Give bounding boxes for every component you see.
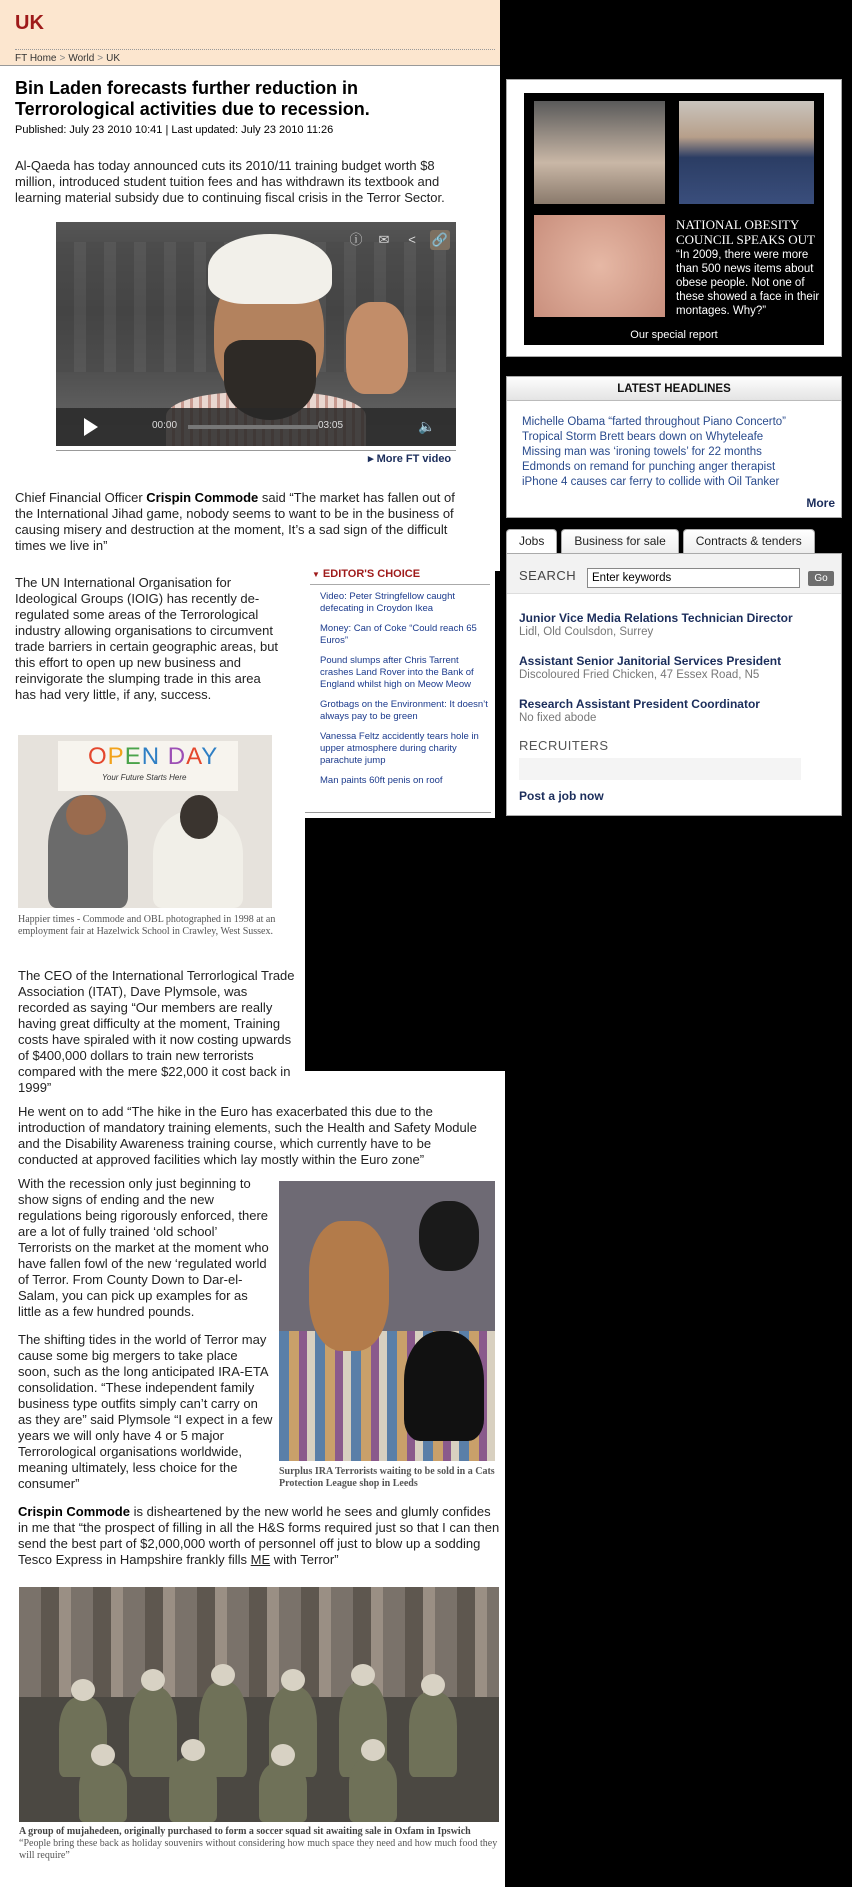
job-listing <box>519 611 839 639</box>
jobs-widget <box>506 526 842 816</box>
info-icon[interactable]: ⓘ <box>349 232 363 247</box>
photo-figure <box>404 1331 484 1441</box>
play-icon[interactable] <box>84 418 98 436</box>
photo-figure <box>259 1762 307 1822</box>
published-date: Published: July 23 2010 10:41 | Last updated: July 23 2010 11:26 <box>15 124 334 136</box>
headline-link[interactable]: iPhone 4 causes car ferry to collide with Oil Tanker <box>522 476 780 488</box>
text-span: is disheartened by the new world he sees and glumly confides in me that “the prospect of filling in all the H&S forms required just so that I can then send the best part of $2,000,000 worth of personnel off just to blow up a sodding Tesco Express in Hampshire frankly fills <box>18 1504 500 1567</box>
job-location: Discoloured Fried Chicken, 47 Essex Road, N5 <box>519 669 760 681</box>
photo-figure <box>79 1762 127 1822</box>
article-paragraph <box>15 490 470 554</box>
editors-choice <box>310 565 490 795</box>
editors-choice-link[interactable]: Video: Peter Stringfellow caught defecating in Croydon Ikea <box>320 591 456 614</box>
article-headline: Bin Laden forecasts further reduction in Terrorological activities due to recession. <box>15 78 370 119</box>
editors-choice-title <box>310 565 490 585</box>
headline-link[interactable]: Tropical Storm Brett bears down on Whyteleafe <box>522 431 764 443</box>
open-day-sign: OPEN DAY <box>88 743 219 770</box>
recruiters-heading: RECRUITERS <box>519 738 609 753</box>
article-paragraph: The UN International Organisation for Ideological Groups (IOIG) has recently de-regulated some areas of the Terrorological industry allowing organisations to circumvent trade barriers in certain geographic areas, but this effort to open up new business and reinvigorate the slumping trade in this area has had very little, if any, success. <box>15 575 279 702</box>
tab-business-for-sale[interactable]: Business for sale <box>561 529 678 553</box>
editors-choice-list <box>310 585 490 787</box>
section-title: UK <box>15 12 44 34</box>
headline-link[interactable]: Michelle Obama “farted throughout Piano Concerto” <box>522 416 787 428</box>
photo-figure <box>169 1757 217 1822</box>
link-icon[interactable]: 🔗 <box>430 230 450 250</box>
open-day-subtitle: Your Future Starts Here <box>102 773 187 782</box>
photo-caption: Surplus IRA Terrorists waiting to be sold in a Cats Protection League shop in Leeds <box>279 1466 495 1489</box>
time-elapsed: 00:00 <box>152 420 178 431</box>
email-icon[interactable]: ✉ <box>378 232 390 247</box>
arrow-right-icon: ▸ <box>368 453 374 465</box>
promo-heading: NATIONAL OBESITY COUNCIL SPEAKS OUT <box>676 217 815 247</box>
latest-headlines <box>506 376 842 518</box>
photo-teddy-bear <box>309 1221 389 1351</box>
breadcrumb-world[interactable]: World <box>68 53 95 64</box>
photo-figure <box>409 1692 457 1777</box>
video-controls <box>56 408 456 446</box>
keywords-input[interactable] <box>587 568 800 588</box>
post-job-link[interactable]: Post a job now <box>519 789 604 803</box>
breadcrumb <box>15 53 120 64</box>
text-span: Chief Financial Officer <box>15 490 143 505</box>
video-toolbar <box>346 230 450 250</box>
special-report-promo <box>506 79 842 357</box>
article-photo-charity-shop <box>279 1181 495 1461</box>
promo-text: “In 2009, there were more than 500 news items about obese people. Not one of these showed a face in their montages. Why?” <box>676 249 820 317</box>
photo-figure <box>129 1687 177 1777</box>
job-listing <box>519 697 839 725</box>
latest-headlines-list <box>522 415 786 490</box>
photo-figure <box>349 1757 397 1822</box>
editors-choice-link[interactable]: Vanessa Feltz accidently tears hole in upper atmosphere during charity parachute jump <box>320 731 479 766</box>
article-paragraph: With the recession only just beginning to show signs of ending and the new regulations being rigorously enforced, there are a lot of fully trained ‘old school’ Terrorists on the market at the moment who have fallen fowl of the new ‘regulated world of Terror. From County Down to Dar-el-Salam, you can pick up examples for as little as a few hundred pounds. <box>18 1176 269 1319</box>
photo-figure <box>66 795 106 835</box>
seek-bar[interactable] <box>188 425 318 429</box>
triangle-down-icon: ▼ <box>312 570 320 579</box>
section-header <box>0 0 500 66</box>
breadcrumb-uk[interactable]: UK <box>106 53 121 64</box>
video-frame-figure <box>346 302 408 394</box>
photo-caption: Happier times - Commode and OBL photographed in 1998 at an employment fair at Hazelwick School in Crawley, West Sussex. <box>18 914 276 937</box>
headline-link[interactable]: Edmonds on remand for punching anger therapist <box>522 461 776 473</box>
more-ft-video-label: More FT video <box>376 453 452 465</box>
video-player[interactable] <box>56 222 456 446</box>
video-frame-figure <box>208 234 332 304</box>
promo-photo <box>679 101 814 204</box>
share-icon[interactable]: < <box>408 232 416 247</box>
editors-choice-link[interactable]: Pound slumps after Chris Tarrent crashes Land Rover into the Bank of England whilst high on Meow Meow <box>320 655 474 690</box>
time-total: 03:05 <box>318 420 344 431</box>
job-listing <box>519 654 839 682</box>
volume-icon[interactable]: 🔈 <box>418 418 436 434</box>
editors-choice-link[interactable]: Grotbags on the Environment: It doesn’t always pay to be green <box>320 699 488 722</box>
recruiters-bar <box>519 758 801 780</box>
job-title-link[interactable]: Research Assistant President Coordinator <box>519 697 760 711</box>
article-paragraph <box>18 1504 500 1568</box>
text-span: said “The market has fallen out of the International Jihad game, nobody seems to want to be in the business of causing misery and destruction at the moment, It’s a sad sign of the difficult times we live in” <box>15 490 455 553</box>
person-name: Crispin Commode <box>18 1504 130 1519</box>
more-ft-video-link[interactable] <box>368 452 451 465</box>
caption-text: “People bring these back as holiday souvenirs without considering how much space they need and how much food they will require” <box>19 1838 498 1861</box>
latest-headlines-title: LATEST HEADLINES <box>507 377 841 401</box>
editors-choice-link[interactable]: Man paints 60ft penis on roof <box>320 775 443 786</box>
job-location: No fixed abode <box>519 712 597 724</box>
article-paragraph: The CEO of the International Terrorlogical Trade Association (ITAT), Dave Plymsole, was recorded as saying “Our members are really having great difficulty at the moment, Training costs have spiraled with it now costing upwards of $400,000 dollars to train new terrorists compared with the mere $22,000 it cost back in 1999” <box>18 968 295 1095</box>
person-name: Crispin Commode <box>146 490 259 505</box>
divider <box>56 450 456 451</box>
editors-choice-label: EDITOR'S CHOICE <box>322 568 421 580</box>
jobs-panel <box>506 553 842 816</box>
tab-contracts-tenders[interactable]: Contracts & tenders <box>683 529 815 553</box>
search-label: SEARCH <box>519 568 577 583</box>
tab-jobs[interactable]: Jobs <box>506 529 557 553</box>
headline-link[interactable]: Missing man was ‘ironing towels’ for 22 months <box>522 446 762 458</box>
promo-photo <box>534 215 665 317</box>
more-headlines-link[interactable]: More <box>806 496 835 510</box>
photo-figure <box>180 795 218 839</box>
job-title-link[interactable]: Junior Vice Media Relations Technician Director <box>519 611 793 625</box>
text-span: ME <box>250 1552 271 1567</box>
promo-panel[interactable] <box>524 93 824 345</box>
editors-choice-link[interactable]: Money: Can of Coke “Could reach 65 Euros” <box>320 623 477 646</box>
article-paragraph: He went on to add “The hike in the Euro has exacerbated this due to the introduction of mandatory training elements, such the Health and Safety Module and the Disability Awareness training course, which currently have to be conducted at approved facilities which lay mostly within the Euro zone” <box>18 1104 477 1167</box>
text-span: with Terror” <box>273 1552 339 1567</box>
job-location: Lidl, Old Coulsdon, Surrey <box>519 626 654 638</box>
special-report-link[interactable]: Our special report <box>630 329 718 341</box>
article-paragraph: The shifting tides in the world of Terror may cause some big mergers to take place soon, such as the long anticipated IRA-ETA consolidation. “These independent family business type outfits simply can’t carry on as they are” said Plymsole “I expect in a few years we will only have 4 or 5 major Terrorological organisations worldwide, meaning ultimately, less choice for the consumer” <box>18 1332 273 1491</box>
caption-bold: A group of mujahedeen, originally purchased to form a soccer squad sit awaiting sale in Oxfam in Ipswich <box>19 1826 471 1837</box>
jobs-search-row <box>507 554 841 594</box>
job-title-link[interactable]: Assistant Senior Janitorial Services President <box>519 654 782 668</box>
breadcrumb-separator: > <box>59 53 66 64</box>
photo-caption <box>19 1826 499 1862</box>
article-paragraph: Al-Qaeda has today announced cuts its 2010/11 training budget worth $8 million, introduced student tuition fees and has withdrawn its textbook and learning material subsidy due to continuing fiscal crisis in the Terror Sector. <box>15 158 445 205</box>
breadcrumb-ft-home[interactable]: FT Home <box>15 53 57 64</box>
breadcrumb-separator: > <box>97 53 104 64</box>
article-photo-open-day <box>18 735 272 908</box>
article-photo-mujahedeen <box>19 1587 499 1822</box>
go-button[interactable]: Go <box>808 571 834 586</box>
divider <box>305 812 491 813</box>
jobs-tabs <box>506 529 815 553</box>
photo-figure <box>419 1201 479 1271</box>
promo-photo <box>534 101 665 204</box>
divider <box>15 49 495 50</box>
